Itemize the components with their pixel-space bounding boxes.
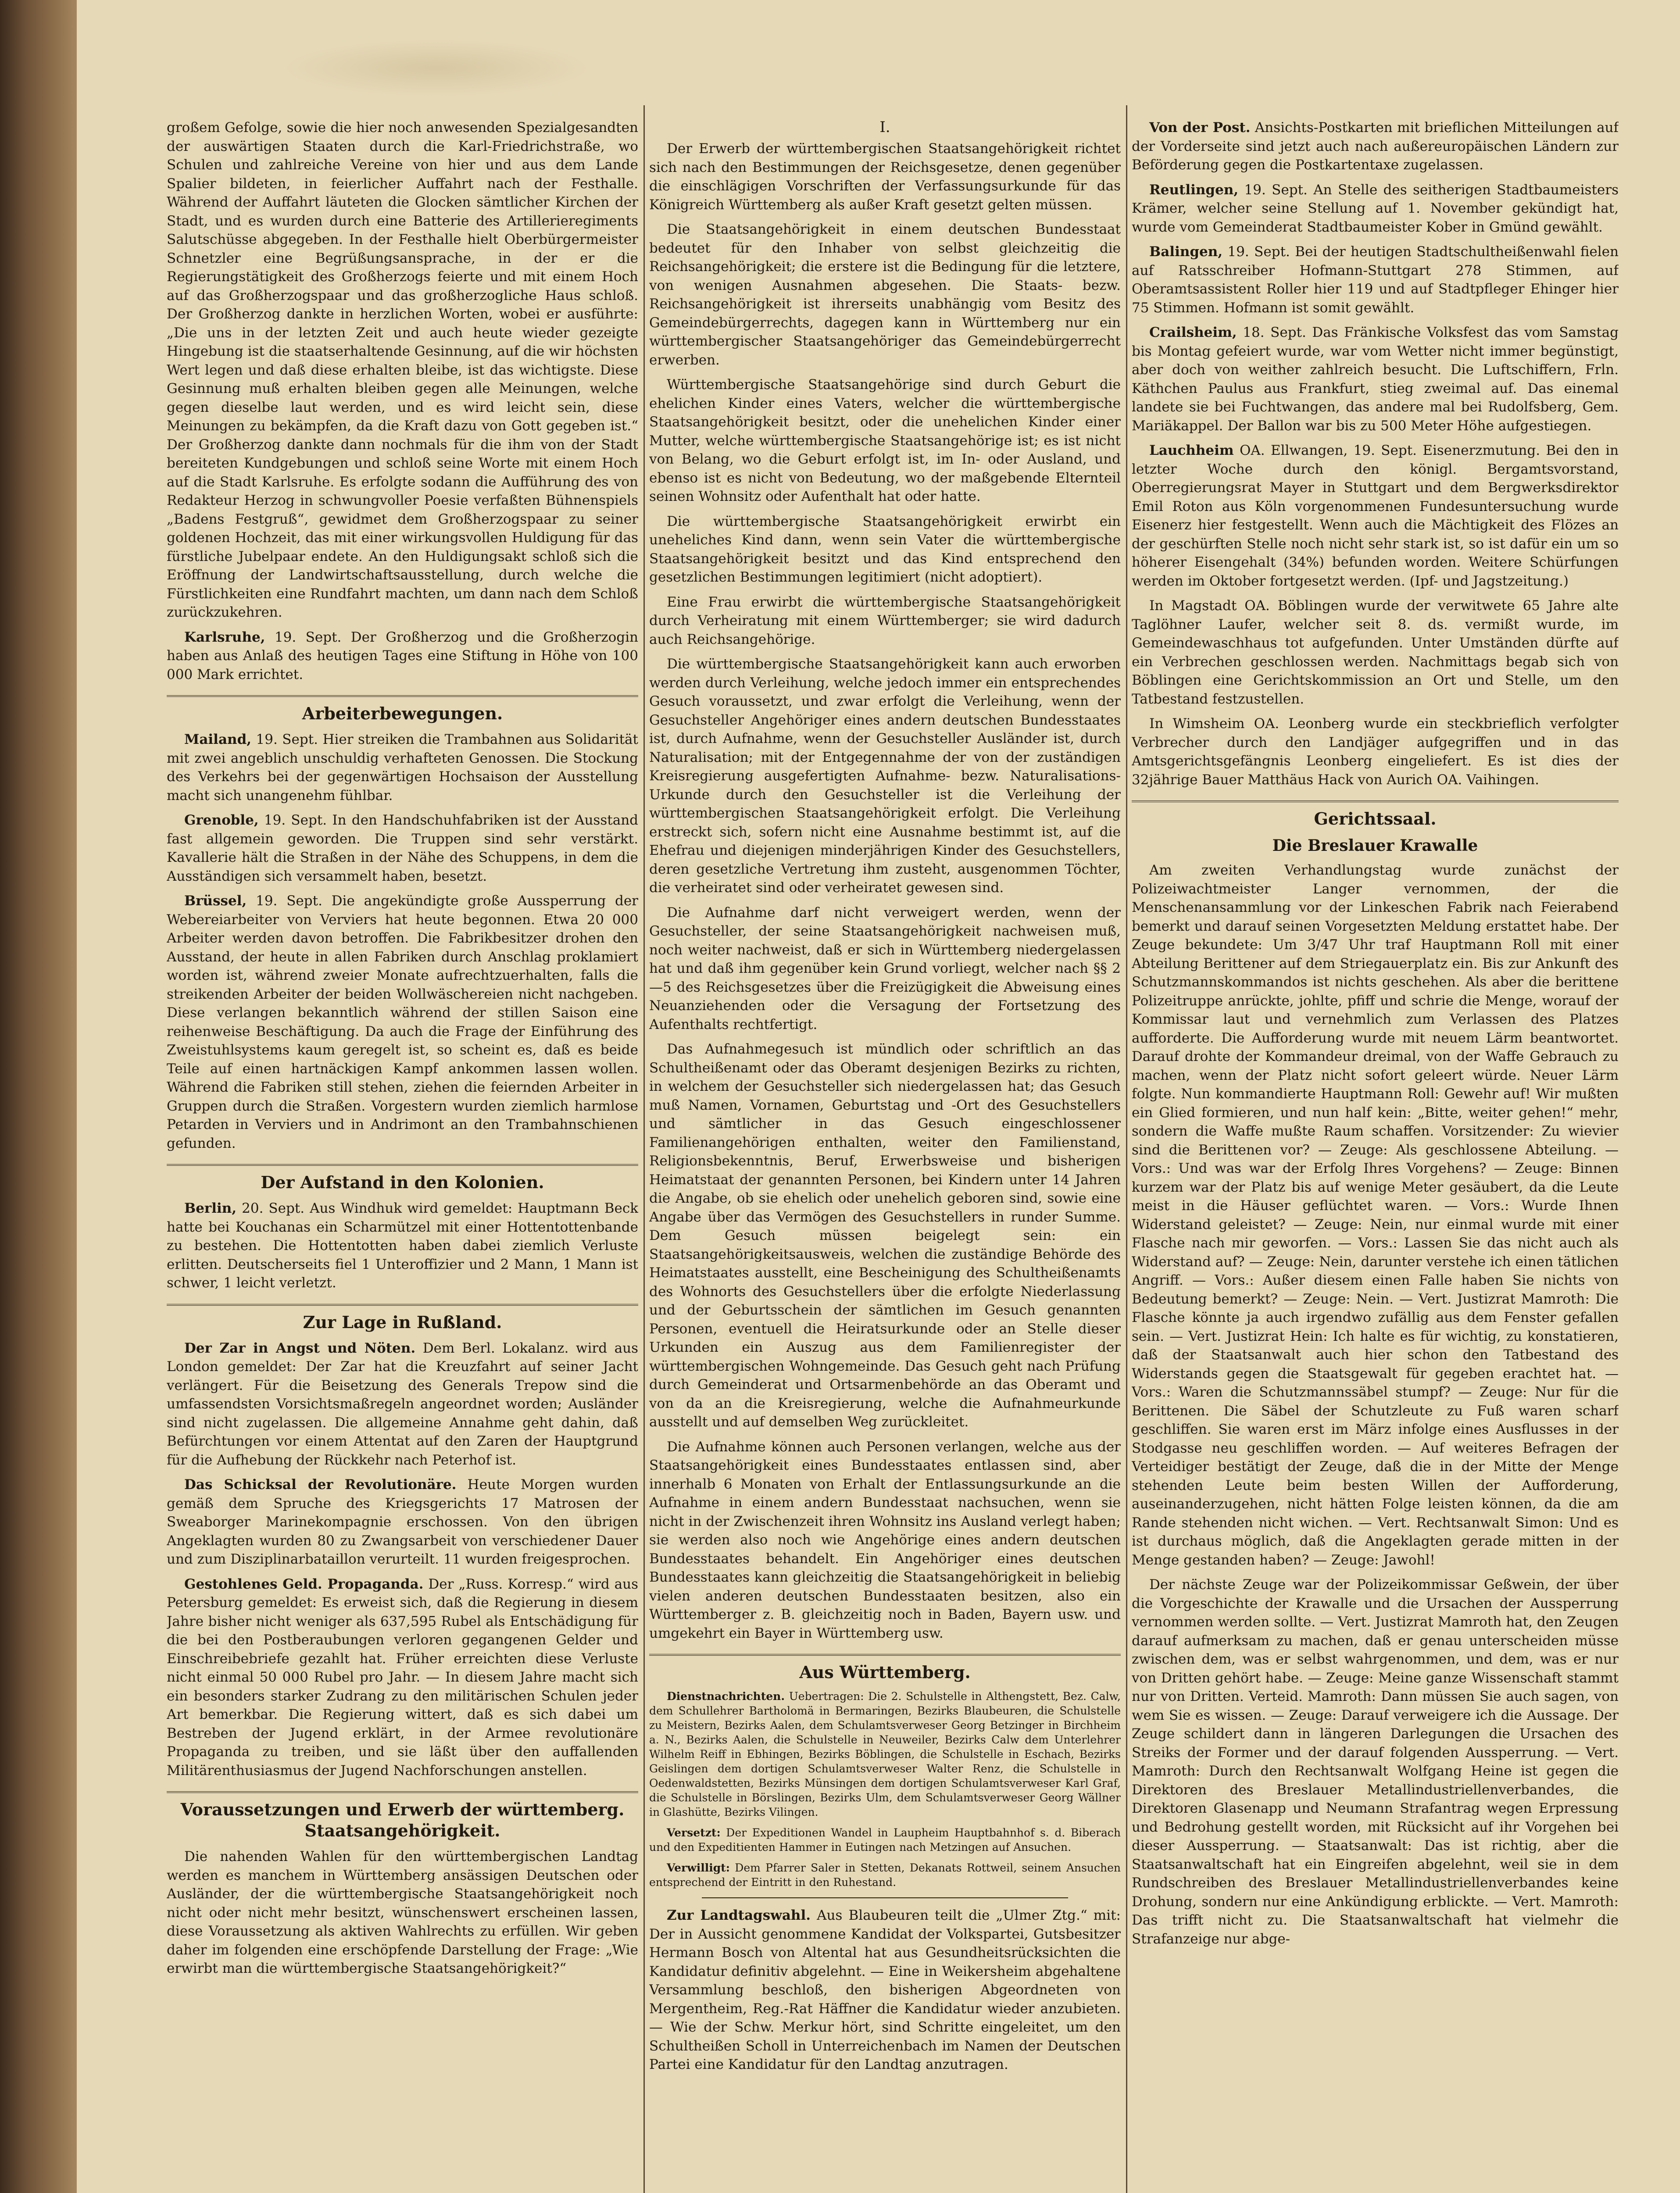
paper-stain xyxy=(283,39,590,96)
paragraph: Das Aufnahmegesuch ist mündlich oder schriftlich an das Schultheißenamt oder das Oberamt desjenigen Bezirks zu richten, in welchem der Gesuchsteller sich niedergelassen hat; das Gesuch muß Namen, Vornamen, Geburtstag und -Ort des Gesuchstellers und sämtlicher in das Gesuch eingeschlossener Familienangehörigen enthalten, weiter den Familienstand, Religionsbekenntnis, Beruf, Erwerbsweise und bisherigen Heimatstaat der genannten Personen, bei Kindern unter 14 Jahren die Angabe, ob sie ehelich oder unehelich geboren sind, sowie eine Angabe über das Vermögen des Gesuchstellers in runder Summe. Dem Gesuch müssen beigelegt sein: ein Staatsangehörigkeitsausweis, welchen die zuständige Behörde des Heimatstaates ausstellt, eine Bescheinigung des Schultheißenamts des Wohnorts des Gesuchstellers über die erfolgte Niederlassung und der Geburtsschein der sämtlichen im Gesuch genannten Personen, eventuell die Heiratsurkunde oder an Stelle dieser Urkunden ein Auszug aus dem Familienregister der württembergischen Wohngemeinde. Das Gesuch geht nach Prüfung durch Gemeinderat und Ortsarmenbehörde an das Oberamt und von da an die Kreisregierung, welche die Aufnahmeurkunde ausstellt und auf demselben Weg zurückleitet. xyxy=(649,1041,1121,1430)
item-lead: Verwilligt: xyxy=(667,1861,730,1874)
section-heading: Zur Lage in Rußland. xyxy=(167,1304,638,1333)
dateline-place: Grenoble, xyxy=(184,812,259,828)
paragraph: Die württembergische Staatsangehörigkeit kann auch erworben werden durch Verleihung, welche jedoch immer ein entsprechendes Gesuch voraussetzt, und zwar erfolgt die Verleihung, wenn der Gesuchsteller Angehöriger eines andern deutschen Bundesstaates ist, durch Aufnahme, wenn der Gesuchsteller Ausländer ist, durch Naturalisation; mit der Entgegennahme der von der zuständigen Kreisregierung ausgefertigten Aufnahme- bezw. Naturalisations-Urkunde durch den Gesuchsteller ist die Verleihung der württembergischen Staatsangehörigkeit erfolgt. Die Verleihung erstreckt sich, sofern nicht eine Ausnahme bestimmt ist, auf die Ehefrau und diejenigen minderjährigen Kinder des Gesuchstellers, deren gesetzliche Vertretung ihm zusteht, ausgenommen Töchter, die verheiratet sind oder verheiratet gewesen sind. xyxy=(649,656,1121,896)
book-binding xyxy=(0,0,77,2193)
dateline-place: Berlin, xyxy=(184,1200,237,1216)
section-heading: Der Aufstand in den Kolonien. xyxy=(167,1164,638,1193)
paragraph: Die Staatsangehörigkeit in einem deutschen Bundesstaat bedeutet für den Inhaber von selbst gleichzeitig die Reichsangehörigkeit; die erstere ist die Bedingung für die letztere, von wenigen Ausnahmen abgesehen. Die Staats- bezw. Reichsangehörigkeit ist ihrerseits unabhängig vom Besitz des Gemeindebürgerrechts, dagegen kann in Württemberg nur ein württembergischer Staatsangehöriger das Gemeindebürgerrecht erwerben. xyxy=(649,221,1121,368)
paragraph: Die württembergische Staatsangehörigkeit erwirbt ein uneheliches Kind dann, wenn sein Vater die württembergische Staatsangehörigkeit besitzt und das Kind entsprechend den gesetzlichen Bestimmungen legitimiert (nicht adoptiert). xyxy=(649,513,1121,585)
news-item xyxy=(167,811,638,886)
news-item xyxy=(167,628,638,684)
news-text: OA. Ellwangen, 19. Sept. Eisenerzmutung. Bei den in letzter Woche durch den königl. Bergamtsvorstand, Oberregierungsrat Mayer in Stuttgart und dem Bergwerksdirektor Emil Roton aus Köln vorgenommenen Fundesuntersuchung wurde Eisenerz hier festgestellt. Wenn auch die Mächtigkeit des Flözes an der geschürften Stelle noch nicht sehr stark ist, so ist dafür ein um so höherer Eisengehalt (34%) befunden worden. Weitere Schürfungen werden im Oktober fortgesetzt werden. (Ipf- und Jagstzeitung.) xyxy=(1132,443,1619,589)
news-item xyxy=(167,1339,638,1470)
paragraph: In Magstadt OA. Böblingen wurde der verwitwete 65 Jahre alte Taglöhner Laufer, welcher seit 8. ds. vermißt wurde, im Gemeindewaschhaus tot aufgefunden. Unter Umständen dürfte auf ein Verbrechen geschlossen werden. Nachmittags begab sich von Böblingen eine Gerichtskommission an Ort und Stelle, um den Tatbestand festzustellen. xyxy=(1132,598,1619,707)
news-text: Aus Blaubeuren teilt die „Ulmer Ztg.“ mit: Der in Aussicht genommene Kandidat der Volkspartei, Gutsbesitzer Hermann Bosch von Altental hat aus Gesundheitsrücksichten die Kandidatur definitiv abgelehnt. — Eine in Weikersheim abgehaltene Versammlung beschloß, den bisherigen Abgeordneten von Mergentheim, Reg.-Rat Häffner die Kandidatur wieder anzubieten. — Wie der Schw. Merkur hört, sind Schritte eingeleitet, um den Schultheißen Scholl in Unterreichenbach im Namen der Deutschen Partei eine Kandidatur für den Landtag anzutragen. xyxy=(649,1907,1121,2072)
item-lead: Dienstnachrichten. xyxy=(667,1690,785,1703)
dateline-place: Mailand, xyxy=(184,732,252,747)
news-item xyxy=(1132,243,1619,317)
news-item xyxy=(649,1861,1121,1889)
paragraph: Die nahenden Wahlen für den württembergischen Landtag werden es manchem in Württemberg ansässigen Deutschen oder Ausländer, der die württembergische Staatsangehörigkeit noch nicht oder nicht mehr besitzt, wünschenswert erscheinen lassen, diese Voraussetzung als aktiven Wahlrechts zu erfüllen. Wir geben daher im folgenden eine erschöpfende Darstellung der Frage: „Wie erwirbt man die württembergische Staatsangehörigkeit?“ xyxy=(167,1849,638,1976)
news-text: 19. Sept. Der Großherzog und die Großherzogin haben aus Anlaß des heutigen Tages eine Stiftung in Höhe von 100 000 Mark errichtet. xyxy=(167,629,638,682)
news-item xyxy=(167,730,638,805)
item-lead: Zur Landtagswahl. xyxy=(667,1907,811,1923)
paragraph: Am zweiten Verhandlungstag wurde zunächst der Polizeiwachtmeister Langer vernommen, der die Menschenansammlung vor der Linkeschen Fabrik nach Feierabend bemerkt und darauf seinen Vorgesetzten Meldung erstattet habe. Der Zeuge bekundete: Um 3/47 Uhr traf Hauptmann Roll mit einer Abteilung Berittener auf dem Striegauerplatz ein. Bis zur Ankunft des Schutzmannskommandos ist nichts geschehen. Als aber die berittene Polizeitruppe anrückte, johlte, pfiff und schrie die Menge, worauf der Kommissar laut und vernehmlich zum Verlassen des Platzes aufforderte. Die Aufforderung wurde mit neuem Lärm beantwortet. Darauf drohte der Kommandeur dreimal, von der Waffe Gebrauch zu machen, wenn der Platz nicht sofort geleert würde. Neuer Lärm folgte. Nun kommandierte Hauptmann Roll: Gewehr auf! Wir mußten ein Glied formieren, und nun half kein: „Bitte, weiter gehen!“ mehr, sondern die Waffe mußte Raum schaffen. Vorsitzender: Zu wievier sind die Berittenen vor? — Zeuge: Als geschlossene Abteilung. — Vors.: Und was war der Erfolg Ihres Vorgehens? — Zeuge: Binnen kurzem war der Platz bis auf wenige Meter gesäubert, da die Leute meist in die Häuser geflüchtet waren. — Vors.: Wurde Ihnen Widerstand geleistet? — Zeuge: Nein, nur einmal wurde mit einer Flasche nach mir geworfen. — Vors.: Lassen Sie das nicht auch als Widerstand auf? — Zeuge: Nein, darunter verstehe ich einen tätlichen Angriff. — Vors.: Außer diesem einen Falle haben Sie nichts von Bedeutung bemerkt? — Zeuge: Nein. — Vert. Justizrat Mamroth: Die Flasche könnte ja auch irgendwo zufällig aus dem Fenster gefallen sein. — Vert. Justizrat Hein: Ich halte es für wichtig, zu konstatieren, daß der Staatsanwalt auch hier schon den Tatbestand des Widerstands gegen die Staatsgewalt für gegeben erachtet hat. — Vors.: Waren die Schutzmannssäbel stumpf? — Zeuge: Nur für die Berittenen. Die Säbel der Schutzleute zu Fuß waren scharf geschliffen. Sie waren erst im März infolge eines Ausflusses in der Stodgasse neu geschliffen worden. — Auf weiteres Befragen der Verteidiger bestätigt der Zeuge, daß die in der Mitte der Menge stehenden Leute beim besten Willen der Aufforderung, auseinanderzugehen, nicht hätten Folge leisten können, da die am Rande stehenden nicht wichen. — Vert. Rechtsanwalt Simon: Und es ist durchaus möglich, daß die Angeklagten gerade mitten in der Menge gestanden haben? — Zeuge: Jawohl! xyxy=(1132,862,1619,1568)
column-1 xyxy=(167,118,638,2193)
dateline-place: Karlsruhe, xyxy=(184,629,265,645)
section-heading: Voraussetzungen und Erwerb der württemberg. Staatsangehörigkeit. xyxy=(167,1791,638,1841)
item-lead: Gestohlenes Geld. Propaganda. xyxy=(184,1576,424,1592)
news-text: Dem Berl. Lokalanz. wird aus London gemeldet: Der Zar hat die Kreuzfahrt auf seiner Jacht verlängert. Für die Beisetzung des Generals Trepow sind die umfassendsten Vorsichtsmaßregeln angeordnet worden; Ausländer sind nicht zugelassen. Die allgemeine Annahme geht dahin, daß Befürchtungen vor einem Attentat auf den Zaren der Hauptgrund für die Aufhebung der Rückkehr nach Peterhof ist. xyxy=(167,1340,638,1468)
column-2 xyxy=(649,118,1121,2193)
news-item xyxy=(649,1825,1121,1854)
paragraph: Eine Frau erwirbt die württembergische Staatsangehörigkeit durch Verheiratung mit einem Württemberger; sie wird dadurch auch Reichsangehörige. xyxy=(649,594,1121,647)
paragraph: Die Aufnahme darf nicht verweigert werden, wenn der Gesuchsteller, der seine Staatsangehörigkeit nachweisen muß, noch weiter nachweist, daß er sich in Württemberg niedergelassen hat und daß ihm gegenüber kein Grund vorliegt, welcher nach §§ 2—5 des Reichsgesetzes über die Freizügigkeit die Abweisung eines Neuanziehenden oder die Versagung der Fortsetzung des Aufenthalts rechtfertigt. xyxy=(649,904,1121,1032)
column-rule-1 xyxy=(643,105,645,2193)
news-text: 19. Sept. Hier streiken die Trambahnen aus Solidarität mit zwei angeblich unschuldig verhafteten Genossen. Die Stockung des Verkehrs bei der gegenwärtigen Hochsaison der Ausstellung macht sich unangenehm fühlbar. xyxy=(167,732,638,804)
section-heading: Gerichtssaal. xyxy=(1132,800,1619,829)
news-item xyxy=(1132,323,1619,435)
dateline-place: Lauchheim xyxy=(1149,443,1234,458)
paragraph: Württembergische Staatsangehörige sind durch Geburt die ehelichen Kinder eines Vaters, welcher die württembergische Staatsangehörigkeit besitzt, oder die unehelichen Kinder einer Mutter, welche württembergische Staatsangehörige ist; es ist nicht von Belang, wo die Geburt erfolgt ist, im In- oder Ausland, und ebenso ist es nicht von Bedeutung, wo der maßgebende Elternteil seinen Wohnsitz oder Aufenthalt hat oder hatte. xyxy=(649,377,1121,504)
news-text: Dem Pfarrer Saler in Stetten, Dekanats Rottweil, seinem Ansuchen entsprechend der Eintritt in den Ruhestand. xyxy=(649,1861,1121,1889)
dateline-place: Reutlingen, xyxy=(1149,182,1239,198)
news-text: 19. Sept. Die angekündigte große Aussperrung der Webereiarbeiter von Verviers hat heute begonnen. Etwa 20 000 Arbeiter werden davon betroffen. Die Fabrikbesitzer drohen den Ausstand, der heute in allen Fabriken durch Anschlag proklamiert worden ist, während zweier Monate aufrechtzuerhalten, falls die streikenden Arbeiter der beiden Wollwäschereien nicht nachgeben. Diese verlangen bekanntlich während der stillen Saison eine reihenweise Beschäftigung. Da auch die Frage der Einführung des Zweistuhlsystems kaum geregelt ist, so scheint es, daß es beide Teile auf einen hartnäckigen Kampf ankommen lassen wollen. Während die Fabriken still stehen, ziehen die feiernden Arbeiter in Gruppen durch die Straßen. Vorgestern wurden ziemlich harmlose Petarden in Verviers und in Andrimont an den Trambahnschienen gefunden. xyxy=(167,893,638,1151)
news-item xyxy=(1132,441,1619,590)
news-text: 20. Sept. Aus Windhuk wird gemeldet: Hauptmann Beck hatte bei Kouchanas ein Scharmützel mit einer Hottentottenbande zu bestehen. Die Hottentotten haben dabei ziemlich Verluste erlitten. Deutscherseits fiel 1 Unteroffizier und 2 Mann, 1 Mann ist schwer, 1 leicht verletzt. xyxy=(167,1200,638,1291)
news-text: 19. Sept. Bei der heutigen Stadtschultheißenwahl fielen auf Ratsschreiber Hofmann-Stuttgart 278 Stimmen, auf Oberamtsassistent Roller hier 119 und auf Stadtpfleger Ehinger hier 75 Stimmen. Hofmann ist somit gewählt. xyxy=(1132,244,1619,316)
column-rule-2 xyxy=(1126,105,1127,2193)
news-text: Der Expeditionen Wandel in Laupheim Hauptbahnhof s. d. Biberach und den Expeditienten Hammer in Eutingen nach Metzingen auf Ansuchen. xyxy=(649,1826,1121,1854)
section-heading: Arbeiterbewegungen. xyxy=(167,695,638,724)
news-text: 19. Sept. In den Handschuhfabriken ist der Ausstand fast allgemein geworden. Die Truppen sind sehr verstärkt. Kavallerie hält die Straßen in der Nähe des Schuppens, in dem die Ausständigen sich versammelt haben, besetzt. xyxy=(167,812,638,884)
news-text: Der „Russ. Korresp.“ wird aus Petersburg gemeldet: Es erweist sich, daß die Regierung in diesem Jahre bisher nicht weniger als 637,595 Rubel als Entschädigung für die bei den Postberaubungen verloren gegangenen Gelder und Einschreibebriefe gezahlt hat. Früher erreichten diese Verluste nicht einmal 50 000 Rubel pro Jahr. — In diesem Jahre macht sich ein besonders starker Zudrang zu den militärischen Schulen jeder Art bemerkbar. Die Regierung wittert, daß es sich dabei um Bestreben der Jugend erklärt, in der Armee revolutionäre Propaganda zu treiben, und sie läßt über den auffallenden Militärenthusiasmus der Jugend Nachforschungen anstellen. xyxy=(167,1576,638,1779)
dateline-place: Balingen, xyxy=(1149,244,1223,260)
article-title: Die Breslauer Krawalle xyxy=(1272,836,1478,855)
paragraph: Der Erwerb der württembergischen Staatsangehörigkeit richtet sich nach den Bestimmungen der Reichsgesetze, denen gegenüber die einschlägigen Vorschriften der Verfassungsurkunde für das Königreich Württemberg als außer Kraft gesetzt gelten müssen. xyxy=(649,141,1121,213)
item-lead: Versetzt: xyxy=(667,1826,721,1839)
news-item xyxy=(167,1575,638,1780)
news-item xyxy=(649,1906,1121,2074)
paragraph: großem Gefolge, sowie die hier noch anwesenden Spezialgesandten der auswärtigen Staaten durch die Karl-Friedrichstraße, wo Schulen und zahlreiche Vereine von hier und aus dem Lande Spalier bildeten, in feierlicher Auffahrt nach der Festhalle. Während der Auffahrt läuteten die Glocken sämtlicher Kirchen der Stadt, und es wurden durch eine Batterie des Artillerieregiments Salutschüsse abgegeben. In der Festhalle hielt Oberbürgermeister Schnetzler eine Begrüßungsansprache, in der er die Regierungstätigkeit des Großherzogs feierte und mit einem Hoch auf das Großherzogspaar und das großherzogliche Haus schloß. Der Großherzog dankte in herzlichen Worten, wobei er ausführte: „Die uns in der letzten Zeit und auch heute wieder gezeigte Hingebung ist die staatserhaltende Gesinnung, auf die wir höchsten Wert legen und daß diese erhalten bleibe, ist das wichtigste. Diese Gesinnung muß erhalten bleiben gegen alle Meinungen, welche gegen dieselbe laut werden, und es wird leicht sein, diese Meinungen zu bekämpfen, da die Kraft dazu von Gott gegeben ist.“ Der Großherzog dankte dann nochmals für die ihm von der Stadt bereiteten Kundgebungen und schloß seine Worte mit einem Hoch auf die Stadt Karlsruhe. Es erfolgte sodann die Aufführung des von Redakteur Herzog in schwungvoller Poesie verfaßten Bühnenspiels „Badens Festgruß“, gewidmet dem Großherzogspaar zu seiner goldenen Hochzeit, das mit einer wirkungsvollen Huldigung für das fürstliche Jubelpaar endete. An den Huldigungsakt schloß sich die Eröffnung der Landwirtschaftsausstellung, durch welche die Fürstlichkeiten eine Rundfahrt machten, um dann nach dem Schloß zurückzukehren. xyxy=(167,120,638,620)
news-text: Ansichts-Postkarten mit brieflichen Mitteilungen auf der Vorderseite sind jetzt auch nach außereuropäischen Ländern zur Beförderung gegen die Postkartentaxe zugelassen. xyxy=(1132,120,1619,173)
news-item xyxy=(167,1199,638,1293)
news-text: Heute Morgen wurden gemäß dem Spruche des Kriegsgerichts 17 Matrosen der Sweaborger Marinekompagnie erschossen. Von den übrigen Angeklagten wurden 80 zu Zwangsarbeit von verschiedener Dauer und zum Disziplinarbataillon verurteilt. 11 wurden freigesprochen. xyxy=(167,1477,638,1567)
news-item xyxy=(1132,118,1619,175)
paragraph: Die Aufnahme können auch Personen verlangen, welche aus der Staatsangehörigkeit eines Bundesstaates entlassen sind, aber innerhalb 6 Monaten von Erhalt der Entlassungsurkunde an die Aufnahme in einem andern Bundesstaat nachsuchen, wenn sie nicht in der Zwischenzeit ihren Wohnsitz ins Ausland verlegt haben; sie werden also noch wie Angehörige eines andern deutschen Bundesstaates behandelt. Ein Angehöriger eines deutschen Bundesstaates kann gleichzeitig die Staatsangehörigkeit in beliebig vielen anderen deutschen Bundesstaaten besitzen, also ein Württemberger z. B. gleichzeitig noch in Baden, Bayern usw. und umgekehrt ein Bayer in Württemberg usw. xyxy=(649,1439,1121,1641)
item-lead: Von der Post. xyxy=(1149,120,1251,136)
news-text: Uebertragen: Die 2. Schulstelle in Althengstett, Bez. Calw, dem Schullehrer Bartholomä in Bermaringen, Bezirks Blaubeuren, die Schulstelle zu Meistern, Bezirks Aalen, dem Schulamtsverweser Georg Betzinger in Birchheim a. N., Bezirks Aalen, die Schulstelle in Neuweiler, Bezirks Calw dem Unterlehrer Wilhelm Reiff in Ebhingen, Bezirks Böblingen, die Schulstelle in Eschach, Bezirks Geislingen dem dortigen Schulamtsverweser Walter Renz, die Schulstelle in Oedenwaldstetten, Bezirks Münsingen dem dortigen Schulamtsverweser Karl Graf, die Schulstelle in Börslingen, Bezirks Ulm, dem Schulamtsverweser Georg Wällner in Glashütte, Bezirks Vilingen. xyxy=(649,1690,1121,1818)
section-number: I. xyxy=(879,118,890,136)
dateline-place: Crailsheim, xyxy=(1149,325,1237,340)
news-text: 19. Sept. An Stelle des seitherigen Stadtbaumeisters Krämer, welcher seine Stellung auf 1. November gekündigt hat, wurde vom Gemeinderat Stadtbaumeister Kober in Gmünd gewählt. xyxy=(1132,182,1619,235)
news-item xyxy=(167,1475,638,1569)
news-item xyxy=(649,1689,1121,1819)
news-item xyxy=(167,892,638,1153)
item-lead: Das Schicksal der Revolutionäre. xyxy=(184,1477,457,1493)
paragraph: Der nächste Zeuge war der Polizeikommissar Geßwein, der über die Vorgeschichte der Krawalle und die Ursachen der Aussperrung vernommen werden sollte. — Vert. Justizrat Mamroth hat, den Zeugen darauf aufmerksam zu machen, daß er genau unterscheiden müsse zwischen dem, was er selbst wahrgenommen, und dem, was er nur von Dritten gehört habe. — Zeuge: Meine ganze Wissenschaft stammt nur von Dritten. Verteid. Mamroth: Dann müssen Sie auch sagen, von wem Sie es wissen. — Zeuge: Darauf verweigere ich die Aussage. Der Zeuge schildert dann in längeren Darlegungen die Ursachen des Streiks der Former und der darauf folgenden Aussperrung. — Vert. Mamroth: Durch den Rechtsanwalt Wolfgang Heine ist gegen die Direktoren des Breslauer Metallindustriellenverbandes, die Direktoren Glasenapp und Neumann Strafantrag wegen Erpressung und Bedrohung gestellt worden, mit Rücksicht auf ihr Vorgehen bei dieser Aussperrung. — Staatsanwalt: Das ist richtig, aber die Staatsanwaltschaft hat ein Eingreifen abgelehnt, weil sie in dem Rundschreiben des Breslauer Metallindustriellenverbandes keine Drohung, sondern nur eine Ankündigung erblickte. — Vert. Mamroth: Das trifft nicht zu. Die Staatsanwaltschaft hat vielmehr die Strafanzeige nur abge- xyxy=(1132,1577,1619,1947)
news-item xyxy=(1132,181,1619,237)
column-3 xyxy=(1132,118,1619,2193)
news-text: 18. Sept. Das Fränkische Volksfest das vom Samstag bis Montag gefeiert wurde, war vom Wetter nicht immer begünstigt, aber doch von weither zahlreich besucht. Die Luftschiffern, Frln. Käthchen Paulus aus Frankfurt, stieg zweimal auf. Das einemal landete sie bei Fuchtwangen, das andere mal bei Rudolfsberg, Gem. Mariäkappel. Der Ballon war bis zu 500 Meter Höhe aufgestiegen. xyxy=(1132,325,1619,434)
dateline-place: Brüssel, xyxy=(184,893,247,909)
section-heading: Aus Württemberg. xyxy=(649,1654,1121,1683)
item-lead: Der Zar in Angst und Nöten. xyxy=(184,1340,416,1356)
divider xyxy=(702,1897,1068,1898)
paragraph: In Wimsheim OA. Leonberg wurde ein steckbrieflich verfolgter Verbrecher durch den Landjäger aufgegriffen und in das Amtsgerichtsgefängnis Leonberg eingeliefert. Es ist dies der 32jährige Bauer Matthäus Hack von Aurich OA. Vaihingen. xyxy=(1132,716,1619,788)
